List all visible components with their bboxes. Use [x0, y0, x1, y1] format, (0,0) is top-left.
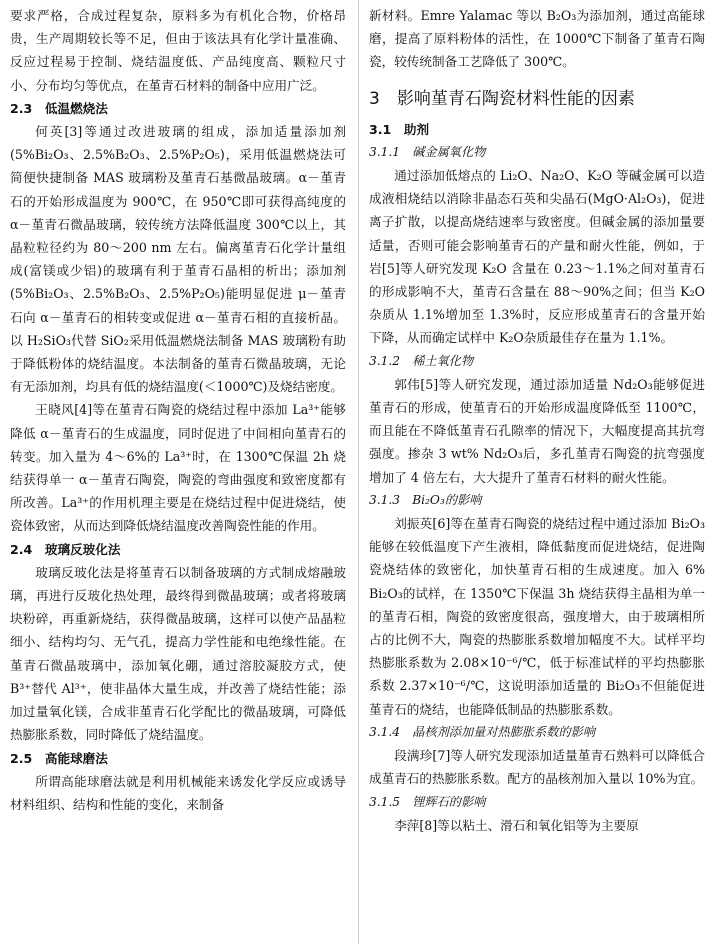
- paragraph-alkali-oxides: 通过添加低熔点的 Li₂O、Na₂O、K₂O 等碱金属可以造成液相烧结以消除非晶态石英和尖晶石(MgO·Al₂O₃)，促进离子扩散，以提高烧结速率与致密度。但碱金属的添加量要适量，否则可能会影响堇青石的产量和耐火性能，例如，于岩[5]等人研究发现 K₂O 含量在 0.23～1.1%之间对堇青石的形成影响不大，堇青石含量在 88～90%之间；但当 K₂O 杂质从 1.1%增加至 1.3%时，反应形成堇青石的含量开始下降，从而确定试样中 K₂O杂质最佳存在量为 1.1%。: [369, 168, 705, 346]
- section-heading-3-1-5: 3.1.5 锂辉石的影响: [369, 794, 486, 809]
- paragraph-spodumene: 李萍[8]等以粘土、滑石和氧化铝等为主要原: [394, 817, 639, 833]
- section-heading-3: 3 影响堇青石陶瓷材料性能的因素: [369, 88, 635, 109]
- paragraph-low-temp-combustion: 何英[3]等通过改进玻璃的组成，添加适量添加剂(5%Bi₂O₃、2.5%B₂O₃、2.5%P₂O₅)，采用低温燃烧法可简便快捷制备 MAS 玻璃粉及堇青石基微晶玻璃。α－堇青石的开始形成温度为 900℃，在 950℃即可获得高纯度的 α－堇青石微晶玻璃，较传统方法降低温度 300℃以上，其晶粒粒径约为 80～200 nm 左右。偏离堇青石化学计量组成(富镁或少铝)的玻璃有利于堇青石晶相的析出；添加剂(5%Bi₂O₃、2.5%B₂O₃、2.5%P₂O₅)能明显促进 μ－堇青石向 α－堇青石的相转变或促进 α－堇青石相的直接析晶。以 H₂SiO₃代替 SiO₂采用低温燃烧法制备 MAS 玻璃粉有助于降低粉体的烧结温度。本法制备的堇青石微晶玻璃，无论有无添加剂，均具有低的烧结温度(＜1000℃)及烧结密度。: [10, 124, 346, 395]
- section-heading-2-5: 2.5 高能球磨法: [10, 750, 108, 766]
- column-divider: [358, 0, 359, 944]
- right-column: [369, 4, 705, 837]
- section-heading-3-1-2: 3.1.2 稀土氧化物: [369, 353, 474, 368]
- paragraph-glass-devitrification: 玻璃反玻化法是将堇青石以制备玻璃的方式制成熔融玻璃，再进行反玻化热处理，最终得到微晶玻璃；或者将玻璃块粉碎，再重新烧结，获得微晶玻璃，这样可以使产品晶粒细小、结构均匀、无气孔，提高力学性能和电绝缘性能。在堇青石微晶玻璃中，添加氧化硼，通过溶胶凝胶方式，使 B³⁺替代 Al³⁺，使非晶体大量生成，并改善了烧结性能；添加过量氧化镁，合成非堇青石化学配比的微晶玻璃，可降低热膨胀系数，同时降低了烧结温度。: [10, 564, 346, 743]
- section-heading-2-3: 2.3 低温燃烧法: [10, 100, 108, 116]
- paragraph-continued-right: 新材料。Emre Yalamac 等以 B₂O₃为添加剂，通过高能球磨，提高了原料粉体的活性，在 1000℃下制备了堇青石陶瓷，较传统制备工艺降低了 300℃。: [369, 8, 705, 70]
- paragraph-ball-milling: 所谓高能球磨法就是利用机械能来诱发化学反应或诱导材料组织、结构和性能的变化，来制备: [10, 773, 346, 812]
- section-heading-3-1-3: 3.1.3 Bi₂O₃的影响: [369, 492, 482, 507]
- paragraph-rare-earth-oxides: 郭伟[5]等人研究发现，通过添加适量 Nd₂O₃能够促进堇青石的形成，使堇青石的开始形成温度降低至 1100℃，而且能在不降低堇青石孔隙率的情况下，大幅度提高其抗弯强度。掺杂 3 wt% Nd₂O₃后，多孔堇青石陶瓷的抗弯强度增加了 4 倍左右，大大提升了堇青石材料的耐火性能。: [369, 376, 705, 485]
- paragraph-continued: 要求严格，合成过程复杂，原料多为有机化合物，价格昂贵，生产周期较长等不足，但由于该法具有化学计量准确、反应过程易于控制、烧结温度低、产品纯度高、颗粒尺寸小、分布均匀等优点，在堇青石材料的制备中应用广泛。: [10, 8, 346, 93]
- paragraph-nucleating-agent: 段满珍[7]等人研究发现添加适量堇青石熟料可以降低合成堇青石的热膨胀系数。配方的晶核剂加入量以 10%为宜。: [369, 748, 705, 787]
- paragraph-la3-addition: 王晓风[4]等在堇青石陶瓷的烧结过程中添加 La³⁺能够降低 α－堇青石的生成温度，同时促进了中间相向堇青石的转变。加入量为 4～6%的 La³⁺时，在 1300℃保温 2h 烧结获得单一 α－堇青石陶瓷，陶瓷的弯曲强度和致密度都有所改善。La³⁺的作用机理主要是在烧结过程中促进烧结，使瓷体致密，从而达到降低烧结温度改善陶瓷性能的作用。: [10, 402, 346, 534]
- left-column: [10, 4, 346, 816]
- section-heading-3-1-4: 3.1.4 晶核剂添加量对热膨胀系数的影响: [369, 724, 596, 739]
- section-heading-3-1-1: 3.1.1 碱金属氧化物: [369, 144, 486, 159]
- section-heading-3-1: 3.1 助剂: [369, 121, 430, 137]
- paragraph-bi2o3-effect: 刘振英[6]等在堇青石陶瓷的烧结过程中通过添加 Bi₂O₃能够在较低温度下产生液相，降低黏度而促进烧结，促进陶瓷烧结体的致密化，加快堇青石相的生成速度。加入 6% Bi₂O₃的试样，在 1350℃下保温 3h 烧结获得主晶相为单一的堇青石相，陶瓷的致密度很高，强度增大，由于玻璃相所占的比例不大，陶瓷的热膨胀系数增加幅度不大。试样平均热膨胀系数为 2.08×10⁻⁶/℃，低于标准试样的平均热膨胀系数 2.37×10⁻⁶/℃，这说明添加适量的 Bi₂O₃不但能促进堇青石的烧结，也能降低制品的热膨胀系数。: [369, 516, 705, 717]
- section-heading-2-4: 2.4 玻璃反玻化法: [10, 541, 121, 557]
